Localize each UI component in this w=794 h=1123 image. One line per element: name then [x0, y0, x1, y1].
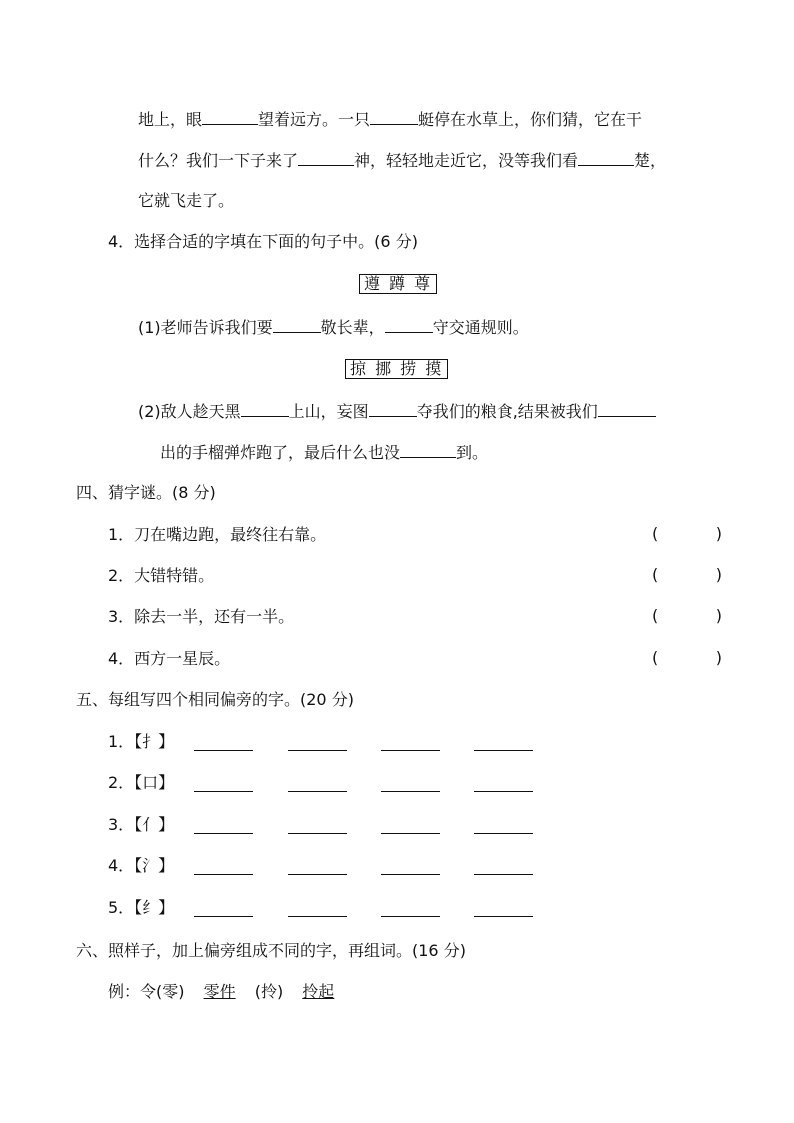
answer-parentheses[interactable]: ( )	[652, 648, 722, 667]
example-label: 例：令(零)	[108, 982, 185, 1001]
fill-blank[interactable]	[288, 749, 347, 751]
riddle-4: 4．西方一星辰。	[108, 649, 231, 668]
radical-row-2-label: 2．【口】	[108, 773, 175, 792]
fill-blank[interactable]	[474, 832, 533, 834]
fill-blank[interactable]	[474, 915, 533, 917]
fill-blank[interactable]	[370, 108, 418, 125]
example-char-2: (拎)	[254, 982, 284, 1001]
q4-title: 4．选择合适的字填在下面的句子中。(6 分)	[108, 232, 418, 251]
fill-blank[interactable]	[288, 832, 347, 834]
q4-option-box-2: 掠 挪 捞 摸	[345, 358, 448, 380]
radical-row-4-label: 4．【氵】	[108, 856, 175, 875]
q4-sentence-1: (1)老师告诉我们要 敬长辈， 守交通规则。	[138, 318, 529, 337]
fill-blank[interactable]	[369, 400, 417, 417]
fill-blank[interactable]	[381, 790, 440, 792]
fill-blank[interactable]	[273, 316, 321, 333]
q4-option-box-1: 遵 蹲 尊	[359, 273, 437, 295]
fill-blank[interactable]	[578, 149, 634, 166]
fill-blank[interactable]	[194, 873, 253, 875]
answer-parentheses[interactable]: ( )	[652, 524, 722, 543]
q4-sentence-2b: 出的手榴弹炸跑了，最后什么也没 到。	[160, 443, 489, 462]
radical-row-1-label: 1．【扌】	[108, 732, 175, 751]
fill-blank[interactable]	[381, 749, 440, 751]
example-word-1: 零件	[203, 982, 236, 1001]
fill-blank[interactable]	[288, 915, 347, 917]
fill-blank[interactable]	[194, 915, 253, 917]
section-5-title: 五、每组写四个相同偏旁的字。(20 分)	[76, 690, 354, 709]
q4-sentence-2a: (2)敌人趁天黑 上山，妄图 夺我们的粮食,结果被我们	[138, 400, 656, 423]
example-word-2: 拎起	[302, 982, 335, 1001]
fill-blank[interactable]	[298, 149, 354, 166]
fill-blank[interactable]	[194, 832, 253, 834]
passage-line-1: 地上，眼 望着远方。一只 蜓停在水草上，你们猜，它在干	[138, 110, 643, 129]
fill-blank[interactable]	[385, 316, 433, 333]
fill-blank[interactable]	[288, 790, 347, 792]
passage-line-3: 它就飞走了。	[138, 191, 235, 210]
fill-blank[interactable]	[241, 400, 289, 417]
fill-blank[interactable]	[194, 790, 253, 792]
fill-blank[interactable]	[194, 749, 253, 751]
radical-row-3-label: 3．【亻】	[108, 815, 175, 834]
fill-blank[interactable]	[381, 873, 440, 875]
riddle-1: 1．刀在嘴边跑，最终往右靠。	[108, 525, 327, 544]
fill-blank[interactable]	[474, 873, 533, 875]
riddle-3: 3．除去一半，还有一半。	[108, 607, 295, 626]
fill-blank[interactable]	[202, 108, 258, 125]
fill-blank[interactable]	[381, 832, 440, 834]
fill-blank[interactable]	[598, 400, 656, 417]
fill-blank[interactable]	[288, 873, 347, 875]
fill-blank[interactable]	[474, 749, 533, 751]
section-4-title: 四、猜字谜。(8 分)	[76, 483, 216, 502]
answer-parentheses[interactable]: ( )	[652, 606, 722, 625]
riddle-2: 2．大错特错。	[108, 566, 215, 585]
fill-blank[interactable]	[400, 441, 456, 458]
example-line	[108, 981, 334, 1003]
radical-row-5-label: 5．【纟】	[108, 898, 175, 917]
section-6-title: 六、照样子，加上偏旁组成不同的字，再组词。(16 分)	[76, 941, 466, 960]
fill-blank[interactable]	[381, 915, 440, 917]
fill-blank[interactable]	[474, 790, 533, 792]
answer-parentheses[interactable]: ( )	[652, 565, 722, 584]
passage-line-2: 什么？我们一下子来了 神，轻轻地走近它，没等我们看 楚，	[138, 151, 667, 170]
